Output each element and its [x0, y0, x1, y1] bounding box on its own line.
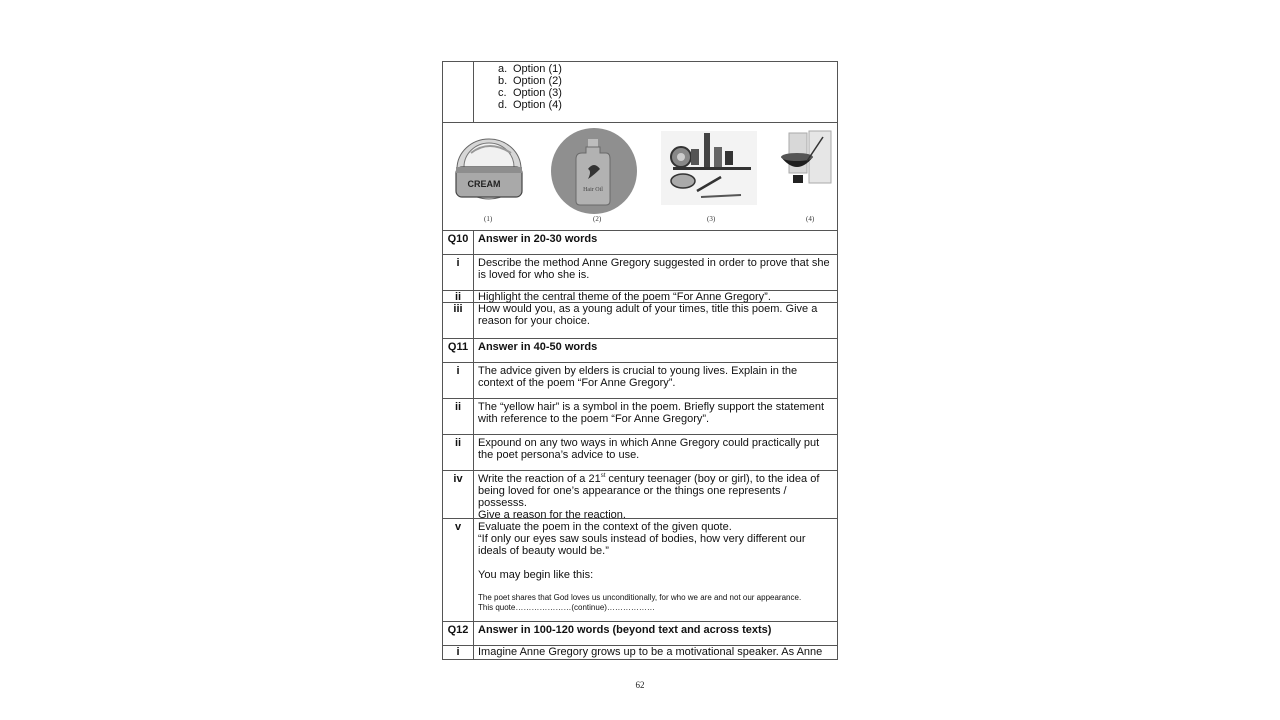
q12-heading-row [443, 622, 837, 646]
option-a: a. Option (1) [498, 63, 562, 75]
product-images-row [443, 123, 837, 231]
options-row [443, 62, 837, 123]
item-number: iv [443, 471, 474, 518]
hair-oil-label: Hair Oil [583, 187, 603, 193]
image-caption-1: (1) [484, 215, 493, 223]
question-number: Q11 [443, 339, 474, 362]
question-heading: Answer in 40-50 words [478, 341, 598, 353]
image-caption-3: (3) [707, 215, 716, 223]
item-number: iii [443, 303, 474, 338]
item-text: Highlight the central theme of the poem “For Anne Gregory”. [478, 291, 771, 303]
makeup-kit-image [659, 127, 759, 209]
question-heading: Answer in 20-30 words [478, 233, 598, 245]
image-caption-2: (2) [593, 215, 602, 223]
item-number: ii [443, 399, 474, 434]
hair-dye-kit-image [779, 127, 835, 213]
cream-jar-image [453, 127, 535, 213]
item-number: ii [443, 291, 474, 302]
question-number: Q12 [443, 622, 474, 645]
item-text: Write the reaction of a 21st century teenager (boy or girl), to the idea of being loved for one’s appearance or the things one represents / possesss. Give a reason for the reaction. [478, 473, 820, 521]
options-cell [474, 62, 837, 122]
q11-item-v [443, 519, 837, 622]
item-number: i [443, 363, 474, 398]
question-sheet [442, 61, 838, 660]
q11-item-i [443, 363, 837, 399]
item-text: How would you, as a young adult of your times, title this poem. Give a reason for your choice. [478, 303, 818, 327]
item-text [474, 519, 837, 621]
item-v-sample-2: This quote…………………(continue)……………… [478, 603, 655, 612]
item-text: Describe the method Anne Gregory suggested in order to prove that she is loved for who she is. [478, 257, 830, 281]
q11-item-ii [443, 399, 837, 435]
item-text: Imagine Anne Gregory grows up to be a motivational speaker. As Anne [478, 646, 823, 658]
question-number: Q10 [443, 231, 474, 254]
item-number: ii [443, 435, 474, 470]
item-v-prompt: You may begin like this: [478, 569, 594, 581]
item-number: i [443, 646, 474, 659]
options-number-cell [443, 62, 474, 122]
question-heading: Answer in 100-120 words (beyond text and across texts) [478, 624, 772, 636]
item-text: The “yellow hair” is a symbol in the poem. Briefly support the statement with reference to the poem “For Anne Gregory”. [478, 401, 825, 425]
option-d: d. Option (4) [498, 99, 562, 111]
q10-item-ii [443, 291, 837, 303]
options-list [478, 63, 833, 111]
q12-item-i [443, 646, 837, 659]
item-text: Expound on any two ways in which Anne Gregory could practically put the poet persona’s advice to use. [478, 437, 820, 461]
option-c: c. Option (3) [498, 87, 562, 99]
item-v-line-1: Evaluate the poem in the context of the given quote. [478, 521, 732, 533]
item-v-quote: “If only our eyes saw souls instead of bodies, how very different our ideals of beauty would be.” [478, 533, 806, 557]
q11-heading-row [443, 339, 837, 363]
q10-item-i [443, 255, 837, 291]
hair-oil-image [548, 127, 640, 215]
page-number: 62 [635, 680, 645, 690]
item-v-sample-1: The poet shares that God loves us unconditionally, for who we are and not our appearance. [478, 593, 802, 602]
q10-heading-row [443, 231, 837, 255]
cream-label: CREAM [467, 179, 501, 189]
q10-item-iii [443, 303, 837, 339]
image-caption-4: (4) [806, 215, 815, 223]
q11-item-iii [443, 435, 837, 471]
q11-item-iv [443, 471, 837, 519]
item-number: v [443, 519, 474, 621]
item-number: i [443, 255, 474, 290]
option-b: b. Option (2) [498, 75, 562, 87]
item-text: The advice given by elders is crucial to young lives. Explain in the context of the poem “For Anne Gregory”. [478, 365, 798, 389]
